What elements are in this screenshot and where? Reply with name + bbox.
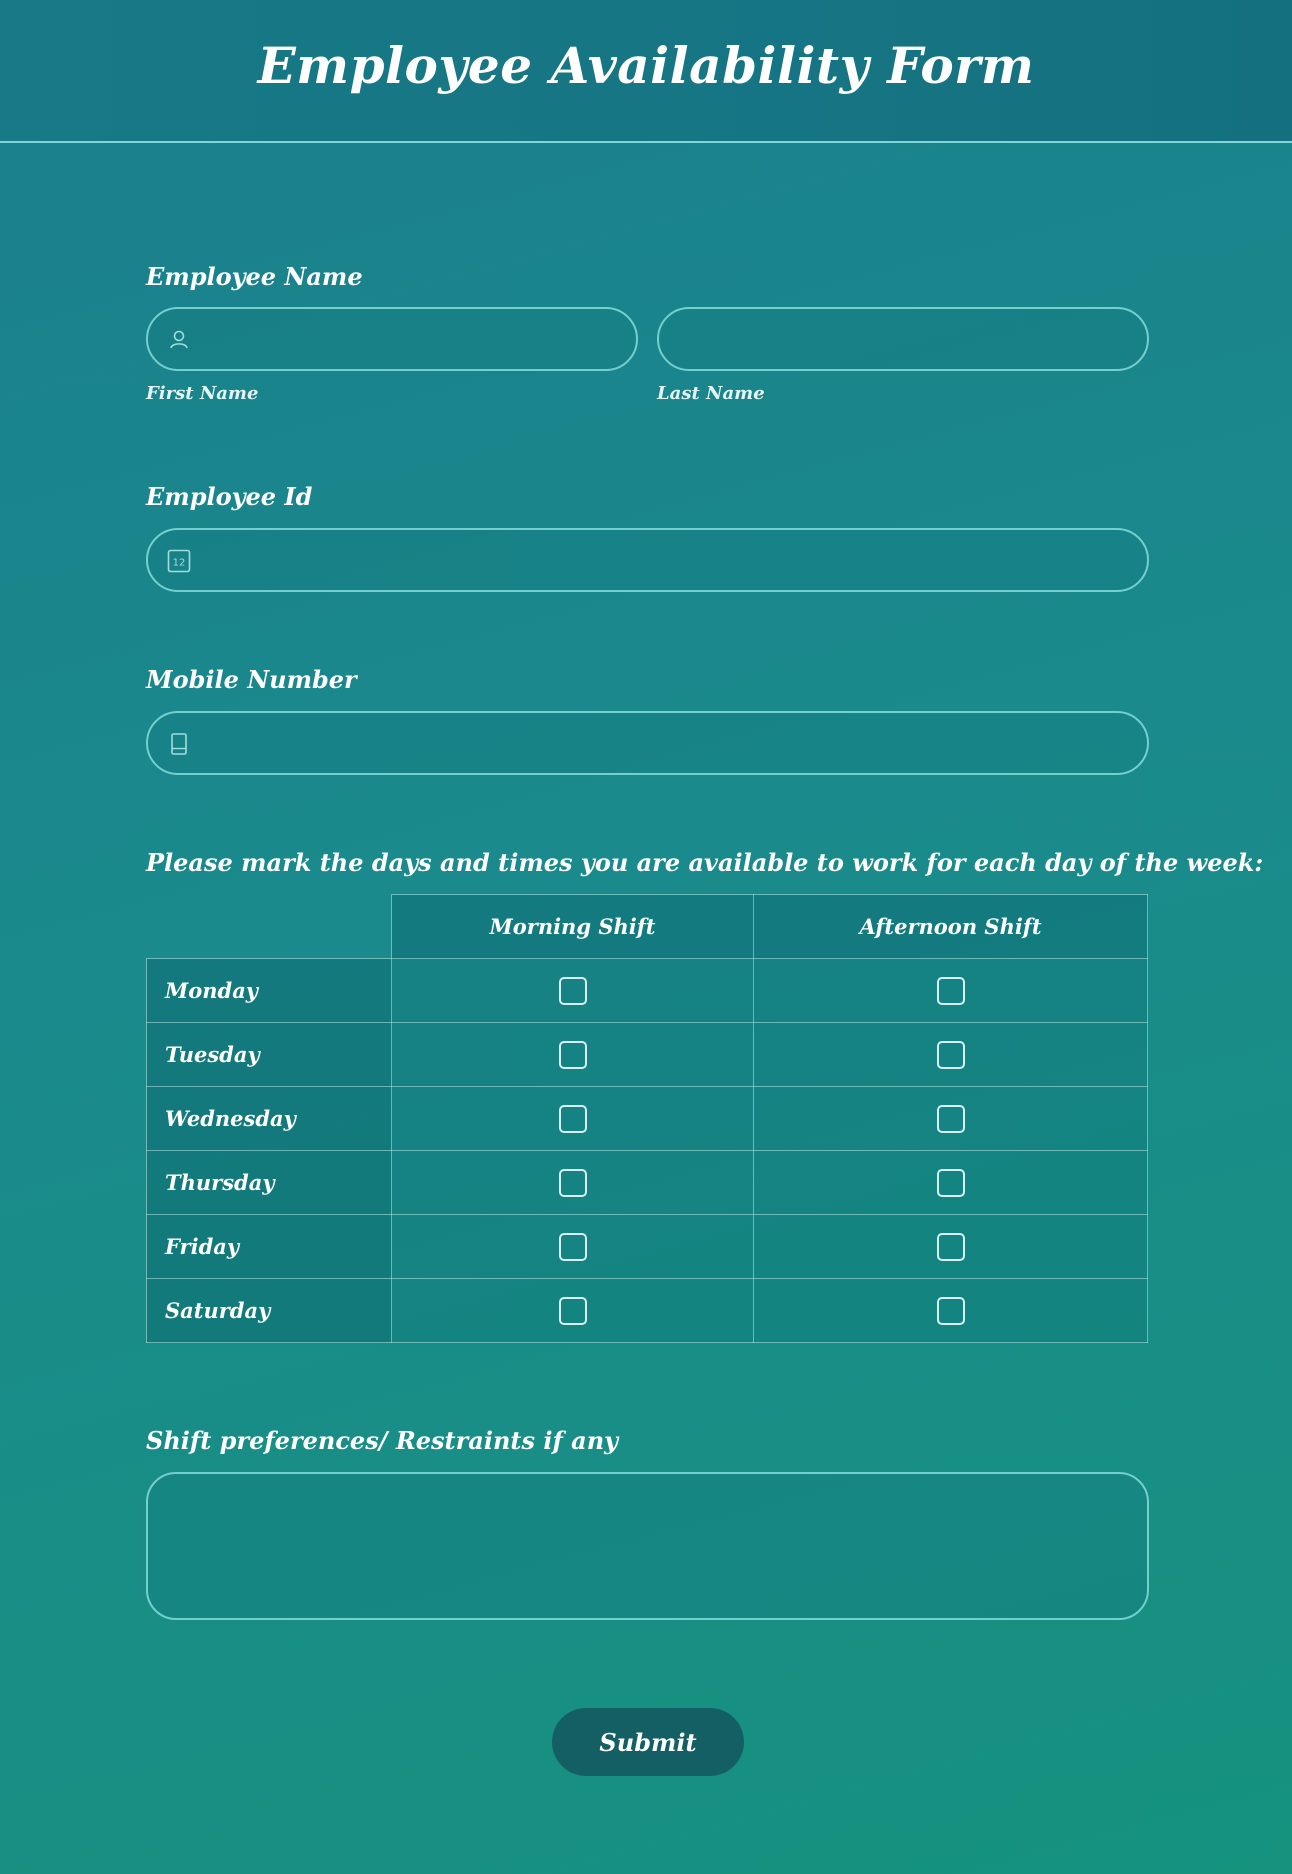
table-row: [147, 1279, 1148, 1343]
preferences-label: Shift preferences/ Restraints if any: [146, 1426, 619, 1455]
table-row: [147, 959, 1148, 1023]
employee-name-label: Employee Name: [146, 262, 363, 291]
employee-id-field[interactable]: [146, 528, 1149, 592]
checkbox-tuesday-afternoon[interactable]: [937, 1041, 965, 1069]
row-label-wednesday: Wednesday: [147, 1087, 392, 1151]
cell-friday-morning: [392, 1215, 754, 1279]
table-corner: [147, 895, 392, 959]
checkbox-friday-afternoon[interactable]: [937, 1233, 965, 1261]
checkbox-monday-afternoon[interactable]: [937, 977, 965, 1005]
cell-saturday-afternoon: [754, 1279, 1148, 1343]
cell-tuesday-morning: [392, 1023, 754, 1087]
cell-wednesday-morning: [392, 1087, 754, 1151]
table-row: [147, 1087, 1148, 1151]
last-name-input[interactable]: [683, 309, 1123, 371]
checkbox-monday-morning[interactable]: [559, 977, 587, 1005]
number-icon: [166, 548, 192, 574]
checkbox-thursday-afternoon[interactable]: [937, 1169, 965, 1197]
cell-tuesday-afternoon: [754, 1023, 1148, 1087]
mobile-number-field[interactable]: [146, 711, 1149, 775]
checkbox-wednesday-morning[interactable]: [559, 1105, 587, 1133]
first-name-field[interactable]: [146, 307, 638, 371]
cell-friday-afternoon: [754, 1215, 1148, 1279]
row-label-friday: Friday: [147, 1215, 392, 1279]
checkbox-tuesday-morning[interactable]: [559, 1041, 587, 1069]
table-header-row: [147, 895, 1148, 959]
first-name-input[interactable]: [204, 309, 612, 371]
last-name-field[interactable]: [657, 307, 1149, 371]
row-label-monday: Monday: [147, 959, 392, 1023]
phone-icon: [166, 731, 192, 757]
row-label-saturday: Saturday: [147, 1279, 392, 1343]
table-row: [147, 1215, 1148, 1279]
checkbox-wednesday-afternoon[interactable]: [937, 1105, 965, 1133]
mobile-number-label: Mobile Number: [146, 665, 357, 694]
row-label-tuesday: Tuesday: [147, 1023, 392, 1087]
employee-id-label: Employee Id: [146, 482, 313, 511]
availability-table: [146, 894, 1148, 1343]
checkbox-friday-morning[interactable]: [559, 1233, 587, 1261]
cell-thursday-afternoon: [754, 1151, 1148, 1215]
column-header-afternoon: Afternoon Shift: [754, 895, 1148, 959]
mobile-number-input[interactable]: [204, 713, 1123, 775]
row-label-thursday: Thursday: [147, 1151, 392, 1215]
checkbox-saturday-afternoon[interactable]: [937, 1297, 965, 1325]
first-name-sublabel: First Name: [146, 383, 259, 404]
submit-button[interactable]: Submit: [552, 1708, 744, 1776]
cell-saturday-morning: [392, 1279, 754, 1343]
last-name-sublabel: Last Name: [657, 383, 765, 404]
number-icon-text: 12: [172, 557, 186, 569]
employee-id-input[interactable]: [204, 530, 1123, 592]
form-header: [0, 0, 1292, 143]
cell-wednesday-afternoon: [754, 1087, 1148, 1151]
cell-monday-afternoon: [754, 959, 1148, 1023]
column-header-morning: Morning Shift: [392, 895, 754, 959]
checkbox-saturday-morning[interactable]: [559, 1297, 587, 1325]
availability-prompt: Please mark the days and times you are available to work for each day of the week:: [146, 848, 1264, 877]
cell-monday-morning: [392, 959, 754, 1023]
checkbox-thursday-morning[interactable]: [559, 1169, 587, 1197]
page-title: Employee Availability Form: [257, 36, 1035, 95]
cell-thursday-morning: [392, 1151, 754, 1215]
table-row: [147, 1151, 1148, 1215]
preferences-textarea[interactable]: [146, 1472, 1149, 1620]
table-row: [147, 1023, 1148, 1087]
user-icon: [166, 327, 192, 353]
